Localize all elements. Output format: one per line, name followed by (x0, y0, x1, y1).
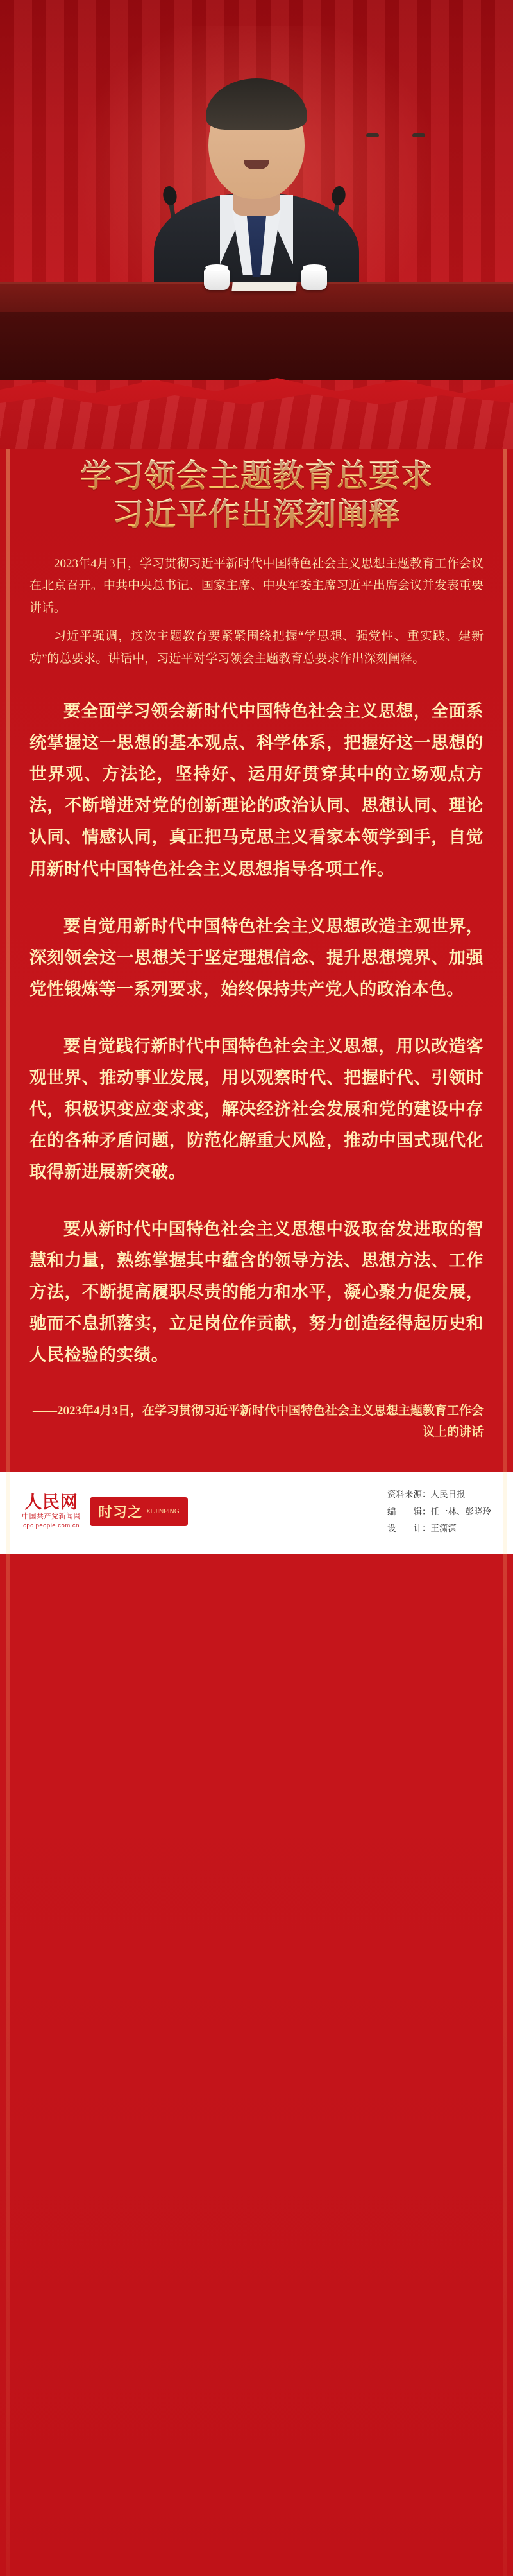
conference-desk (0, 282, 513, 380)
body-paragraph-2: 要自觉用新时代中国特色社会主义思想改造主观世界，深刻领会这一思想关于坚定理想信念、提升思想境界、加强党性锻炼等一系列要求，始终保持共产党人的政治本色。 (29, 916, 484, 999)
eye-left (366, 133, 379, 137)
people-cn-logo[interactable] (22, 1494, 81, 1529)
headline-line-1: 学习领会主题教育总要求 (22, 457, 491, 495)
credit-source: 资料来源：人民日报 (387, 1490, 466, 1500)
hero-photo (0, 0, 513, 449)
shixizhi-badge[interactable] (90, 1497, 188, 1526)
footer-credits (387, 1486, 491, 1537)
shixizhi-badge-subtitle: XI JINPING (146, 1508, 180, 1516)
documents-on-desk (231, 282, 296, 291)
people-cn-logo-url: cpc.people.com.cn (23, 1522, 80, 1530)
gold-edge-left (6, 449, 10, 2576)
body-paragraph-1: 要全面学习领会新时代中国特色社会主义思想，全面系统掌握这一思想的基本观点、科学体系，把握好这一思想的世界观、方法论，坚持好、运用好贯穿其中的立场观点方法，不断增进对党的创新理论的政治认同、思想认同、理论认同、情感认同，真正把马克思主义看家本领学到手，自觉用新时代中国特色社会主义思想指导各项工作。 (29, 701, 484, 879)
body-paragraph-4: 要从新时代中国特色社会主义思想中汲取奋发进取的智慧和力量，熟练掌握其中蕴含的领导方法、思想方法、工作方法，不断提高履职尽责的能力和水平，凝心聚力促发展，驰而不息抓落实，立足岗位作贡献，努力创造经得起历史和人民检验的实绩。 (29, 1219, 484, 1364)
shixizhi-badge-title: 时习之 (98, 1504, 143, 1521)
credit-designer: 设 计：王潇潇 (387, 1523, 457, 1533)
page-title (0, 453, 513, 544)
article-body (0, 544, 513, 1443)
people-cn-logo-cn: 人民网 (24, 1493, 78, 1513)
people-cn-logo-sub: 中国共产党新闻网 (22, 1513, 81, 1521)
footer-branding (22, 1494, 188, 1529)
desk-front-panel (0, 312, 513, 380)
source-attribution: ——2023年4月3日，在学习贯彻习近平新时代中国特色社会主义思想主题教育工作会议上的讲话 (32, 1404, 484, 1439)
hair (206, 78, 307, 130)
footer-bar (0, 1472, 513, 1554)
headline-line-2: 习近平作出深刻阐释 (22, 495, 491, 534)
lede-paragraph-2: 习近平强调，这次主题教育要紧紧围绕把握“学思想、强党性、重实践、建新功”的总要求。讲话中，习近平对学习领会主题教育总要求作出深刻阐释。 (29, 630, 484, 665)
lede-paragraph-1: 2023年4月3日，学习贯彻习近平新时代中国特色社会主义思想主题教育工作会议在北京召开。中共中央总书记、国家主席、中央军委主席习近平出席会议并发表重要讲话。 (29, 556, 484, 615)
gold-edge-right (503, 449, 507, 2576)
credit-editor: 编 辑：任一林、彭晓玲 (387, 1506, 491, 1516)
eye-right (412, 133, 425, 137)
tea-cup-right (301, 268, 327, 290)
body-paragraph-3: 要自觉践行新时代中国特色社会主义思想，用以改造客观世界、推动事业发展，用以观察时代、把握时代、引领时代，积极识变应变求变，解决经济社会发展和党的建设中存在的各种矛盾问题，防范化解重大风险，推动中国式现代化取得新进展新突破。 (29, 1036, 484, 1181)
tea-cup-left (204, 268, 230, 290)
